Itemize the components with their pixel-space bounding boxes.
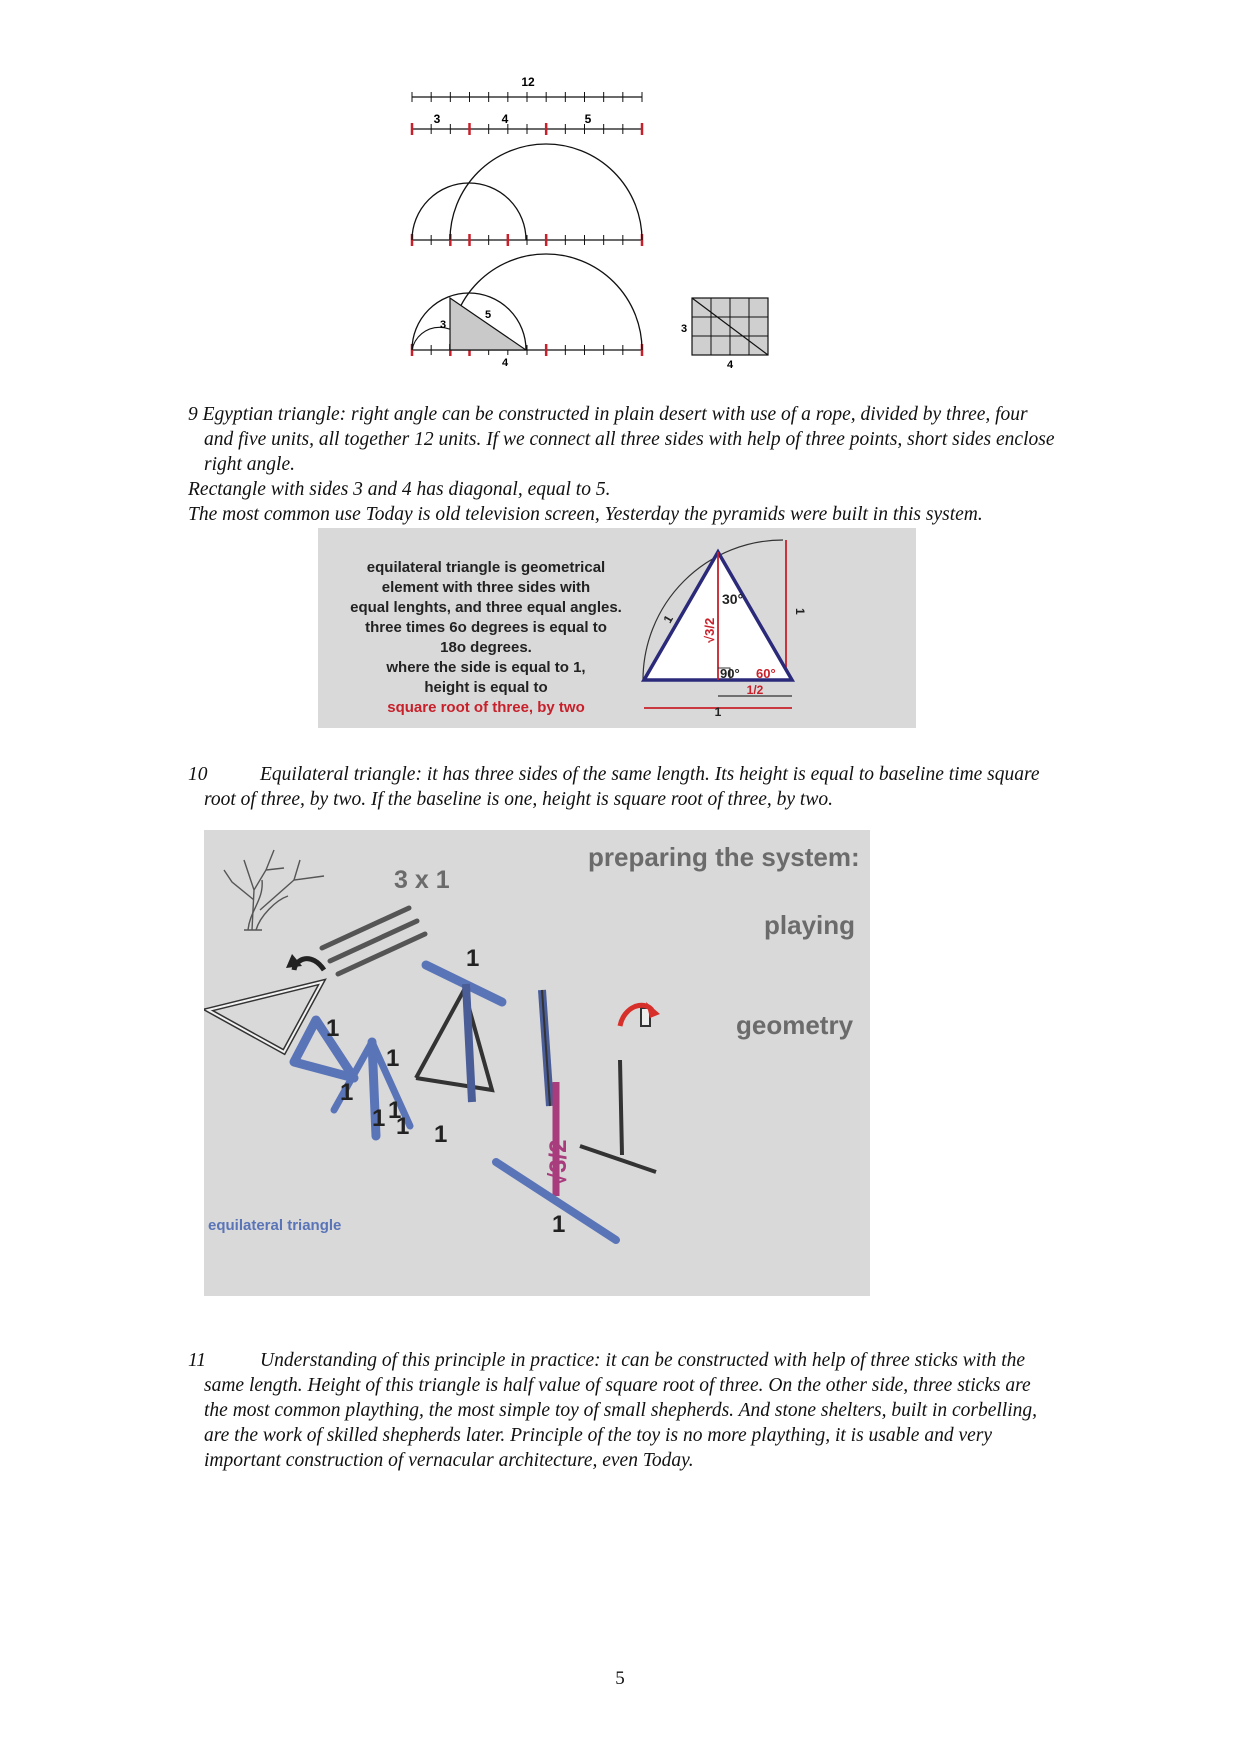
grid-label-side: 3	[680, 323, 688, 335]
one-label-2: 1	[326, 1015, 340, 1042]
sticks-illustration	[204, 830, 870, 1296]
label-angle-90: 90°	[720, 666, 740, 681]
caption-10	[188, 762, 1058, 812]
equilateral-description	[336, 558, 636, 718]
caption-11	[188, 1348, 1058, 1473]
one-label-7: 1	[434, 1121, 448, 1148]
triangle-label-base: 4	[501, 357, 509, 369]
label-angle-60: 60°	[756, 666, 776, 681]
caption-11-text: Understanding of this principle in practice: it can be constructed with help of three sticks with the same length. Height of this triangle is half value of square root of three. On the other side, three sticks are the most common plaything, the most simple toy of small shepherds. And stone shelters, built in corbelling, are the work of skilled shepherds later. Principle of the toy is no more plaything, it is usable and very important construction of vernacular architecture, even Today.	[204, 1350, 1038, 1471]
label-height: √3/2	[702, 617, 717, 643]
word-playing: playing	[764, 910, 856, 940]
label-half: 1/2	[746, 683, 764, 697]
rope-label-4: 4	[501, 112, 509, 126]
label-right-side: 1	[793, 608, 807, 615]
equilateral-triangle-label: equilateral triangle	[208, 1217, 342, 1234]
eq-line-3: equal lenghts, and three equal angles.	[350, 599, 622, 616]
caption-9-line-1: 9 Egyptian triangle: right angle can be constructed in plain desert with use of a rope, divided by three, four and five units, all together 12 units. If we connect all three sides with help of three points, short sides enclose right angle.	[188, 404, 1055, 475]
sticks-panel	[204, 830, 870, 1296]
rope-total-label: 12	[521, 75, 535, 89]
eq-line-1: equilateral triangle is geometrical	[366, 559, 606, 576]
sticks-bottom-one: 1	[552, 1211, 566, 1238]
eq-line-7: height is equal to	[424, 679, 548, 696]
preparing-title: preparing the system:	[588, 842, 860, 872]
caption-10-text: Equilateral triangle: it has three sides of the same length. Its height is equal to baseline time square root of three, by two. If the baseline is one, height is square root of three, by two.	[204, 764, 1040, 810]
tree-sketch	[224, 850, 324, 930]
one-label-8: 1	[388, 1097, 402, 1124]
caption-11-number: 11	[188, 1350, 207, 1371]
label-arc-side: 1	[660, 612, 676, 626]
eq-line-6: where the side is equal to 1,	[386, 659, 586, 676]
word-geometry: geometry	[736, 1010, 854, 1040]
page-number: 5	[615, 1668, 625, 1689]
triangle-label-hypotenuse: 5	[484, 309, 492, 321]
grid-3x4	[692, 298, 768, 355]
sticks-height-label: √3/2	[545, 1139, 572, 1186]
triangle-label-vertical: 3	[439, 319, 447, 331]
label-angle-30: 30°	[722, 591, 744, 607]
caption-10-number: 10	[188, 764, 208, 785]
eq-line-red: square root of three, by two	[387, 699, 585, 716]
one-label-5: 1	[372, 1105, 386, 1132]
one-label-3: 1	[386, 1045, 400, 1072]
eq-line-2: element with three sides with	[381, 579, 591, 596]
one-label-6: 1	[396, 1113, 410, 1140]
caption-9-line-2: Rectangle with sides 3 and 4 has diagonal, equal to 5.	[188, 479, 611, 500]
sticks-count-label: 3 x 1	[394, 866, 450, 894]
caption-9-line-3: The most common use Today is old television screen, Yesterday the pyramids were built in this system.	[188, 504, 983, 525]
rope-label-3: 3	[433, 112, 441, 126]
equilateral-panel	[318, 528, 916, 728]
caption-9	[188, 402, 1058, 527]
rope-label-5: 5	[584, 112, 592, 126]
eq-line-4: three times 6o degrees is equal to	[365, 619, 607, 636]
grid-label-base: 4	[726, 359, 734, 371]
one-label-4: 1	[340, 1079, 354, 1106]
equilateral-triangle-diagram	[638, 528, 908, 728]
one-label-1: 1	[466, 945, 480, 972]
label-side: 1	[714, 705, 722, 719]
eq-line-5: 18o degrees.	[440, 639, 532, 656]
egyptian-triangle-figure	[395, 70, 795, 380]
